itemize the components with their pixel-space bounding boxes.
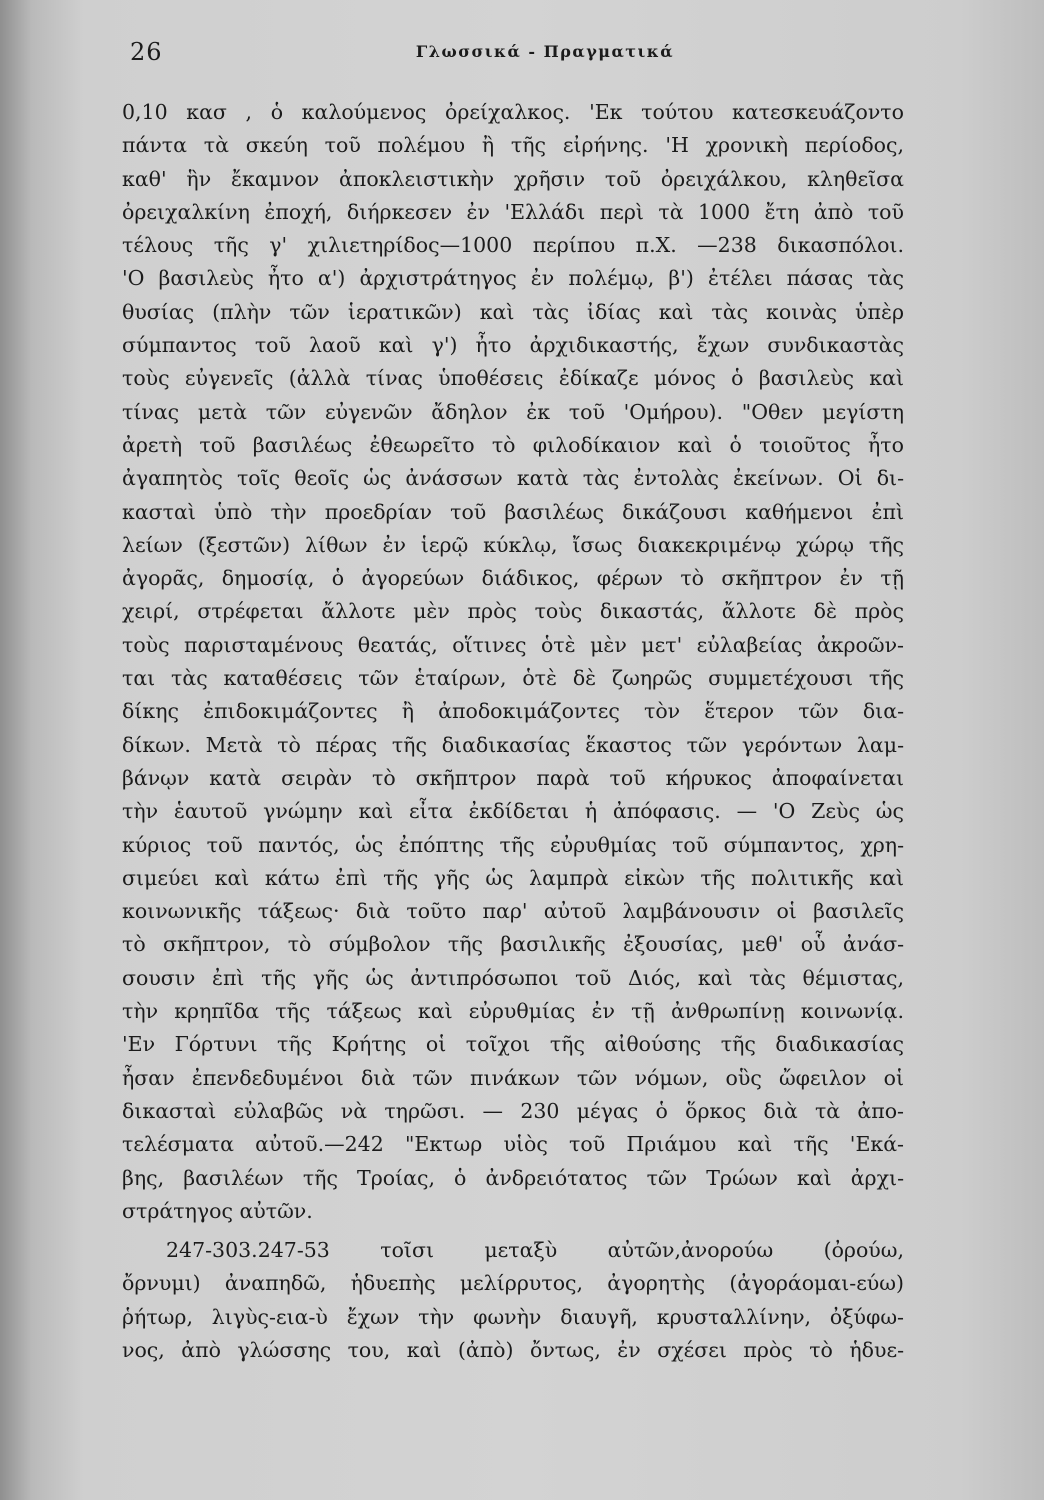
running-head: Γλωσσικά - Πραγματικά (415, 42, 675, 61)
text-line: τὴν κρηπῖδα τῆς τάξεως καὶ εὐρυθμίας ἐν τῇ ἀνθρωπίνῃ κοινωνίᾳ. (122, 999, 904, 1024)
text-line: σουσιν ἐπὶ τῆς γῆς ὡς ἀντιπρόσωποι τοῦ Διός, καὶ τὰς θέμιστας, (122, 965, 904, 990)
text-line: δίκης ἐπιδοκιμάζοντες ἢ ἀποδοκιμάζοντες τὸν ἕτερον τῶν δια- (122, 699, 904, 724)
text-line: δίκων. Μετὰ τὸ πέρας τῆς διαδικασίας ἕκαστος τῶν γερόντων λαμ- (122, 732, 904, 757)
text-line: τελέσματα αὐτοῦ.—242 "Εκτωρ υἱὸς τοῦ Πριάμου καὶ τῆς 'Εκά- (122, 1132, 904, 1157)
text-line: 'Ο βασιλεὺς ἦτο α') ἀρχιστράτηγος ἐν πολέμῳ, β') ἐτέλει πάσας τὰς (122, 266, 904, 291)
section-heading-line: 247-303.247-53 τοῖσι μεταξὺ αὐτῶν,ἀνορούω (ὀρούω, (166, 1238, 904, 1263)
section-247-303 (122, 1234, 904, 1367)
text-line: τίνας μετὰ τῶν εὐγενῶν ἄδηλον ἐκ τοῦ 'Ομήρου). "Οθεν μεγίστη (122, 399, 904, 424)
text-line: πάντα τὰ σκεύη τοῦ πολέμου ἢ τῆς εἰρήνης. 'Η χρονικὴ περίοδος, (122, 133, 904, 158)
text-line: χειρί, στρέφεται ἄλλοτε μὲν πρὸς τοὺς δικαστάς, ἄλλοτε δὲ πρὸς (122, 599, 904, 624)
text-line: δικασταὶ εὐλαβῶς νὰ τηρῶσι. — 230 μέγας ὁ ὅρκος διὰ τὰ ἀπο- (122, 1098, 904, 1123)
text-line: ἀρετὴ τοῦ βασιλέως ἐθεωρεῖτο τὸ φιλοδίκαιον καὶ ὁ τοιοῦτος ἦτο (122, 432, 904, 457)
text-line: κοινωνικῆς τάξεως· διὰ τοῦτο παρ' αὐτοῦ λαμβάνουσιν οἱ βασιλεῖς (122, 899, 904, 924)
text-line: ται τὰς καταθέσεις τῶν ἑταίρων, ὁτὲ δὲ ζωηρῶς συμμετέχουσι τῆς (122, 666, 904, 691)
text-line: κύριος τοῦ παντός, ὡς ἐπόπτης τῆς εὐρυθμίας τοῦ σύμπαντος, χρη- (122, 832, 904, 857)
text-line: καθ' ἣν ἔκαμνον ἀποκλειστικὴν χρῆσιν τοῦ ὀρειχάλκου, κληθεῖσα (122, 166, 904, 191)
text-line: σύμπαντος τοῦ λαοῦ καὶ γ') ἦτο ἀρχιδικαστής, ἔχων συνδικαστὰς (122, 333, 904, 358)
text-line: βης, βασιλέων τῆς Τροίας, ὁ ἀνδρειότατος τῶν Τρώων καὶ ἀρχι- (122, 1165, 904, 1190)
text-line: τὸ σκῆπτρον, τὸ σύμβολον τῆς βασιλικῆς ἐξουσίας, μεθ' οὗ ἀνάσ- (122, 932, 904, 957)
text-line: ὄρνυμι) ἀναπηδῶ, ἡδυεπὴς μελίρρυτος, ἀγορητὴς (ἀγοράομαι-εύω) (122, 1271, 904, 1296)
text-line: τοὺς εὐγενεῖς (ἀλλὰ τίνας ὑποθέσεις ἐδίκαζε μόνος ὁ βασιλεὺς καὶ (122, 366, 904, 391)
text-line: 'Εν Γόρτυνι τῆς Κρήτης οἱ τοῖχοι τῆς αἰθούσης τῆς διαδικασίας (122, 1032, 904, 1057)
text-line: σιμεύει καὶ κάτω ἐπὶ τῆς γῆς ὡς λαμπρὰ εἰκὼν τῆς πολιτικῆς καὶ (122, 865, 904, 890)
page-header (130, 38, 900, 68)
text-line: τὴν ἑαυτοῦ γνώμην καὶ εἶτα ἐκδίδεται ἡ ἀπόφασις. — 'Ο Ζεὺς ὡς (122, 799, 904, 824)
text-line: στράτηγος αὐτῶν. (122, 1198, 313, 1223)
commentary-text (122, 96, 904, 1367)
text-line: ἀγορᾶς, δημοσίᾳ, ὁ ἀγορεύων διάδικος, φέρων τὸ σκῆπτρον ἐν τῇ (122, 566, 904, 591)
text-line: τοὺς παρισταμένους θεατάς, οἵτινες ὁτὲ μὲν μετ' εὐλαβείας ἀκροῶν- (122, 632, 904, 657)
text-line: ὀρειχαλκίνη ἐποχή, διήρκεσεν ἐν 'Ελλάδι περὶ τὰ 1000 ἔτη ἀπὸ τοῦ (122, 199, 904, 224)
text-line: τέλους τῆς γ' χιλιετηρίδος—1000 περίπου π.Χ. —238 δικασπόλοι. (122, 233, 904, 258)
text-line: λείων (ξεστῶν) λίθων ἐν ἱερῷ κύκλῳ, ἴσως διακεκριμένῳ χώρῳ τῆς (122, 532, 904, 557)
text-line: θυσίας (πλὴν τῶν ἱερατικῶν) καὶ τὰς ἰδίας καὶ τὰς κοινὰς ὑπὲρ (122, 299, 904, 324)
text-line: ἀγαπητὸς τοῖς θεοῖς ὡς ἀνάσσων κατὰ τὰς ἐντολὰς ἐκείνων. Οἱ δι- (122, 466, 904, 491)
text-line: κασταὶ ὑπὸ τὴν προεδρίαν τοῦ βασιλέως δικάζουσι καθήμενοι ἐπὶ (122, 499, 904, 524)
text-line: ἦσαν ἐπενδεδυμένοι διὰ τῶν πινάκων τῶν νόμων, οὓς ὤφειλον οἱ (122, 1065, 904, 1090)
page-number: 26 (130, 38, 163, 66)
text-line: βάνῳν κατὰ σειρὰν τὸ σκῆπτρον παρὰ τοῦ κήρυκος ἀποφαίνεται (122, 765, 904, 790)
text-line: 0,10 κασ , ὁ καλούμενος ὀρείχαλκος. 'Εκ τούτου κατεσκευάζοντο (122, 100, 904, 124)
text-line: ῥήτωρ, λιγὺς-εια-ὺ ἔχων τὴν φωνὴν διαυγῆ, κρυσταλλίνην, ὀξύφω- (122, 1304, 904, 1329)
text-line: νος, ἀπὸ γλώσσης του, καὶ (ἀπὸ) ὄντως, ἐν σχέσει πρὸς τὸ ἡδυε- (122, 1337, 904, 1362)
